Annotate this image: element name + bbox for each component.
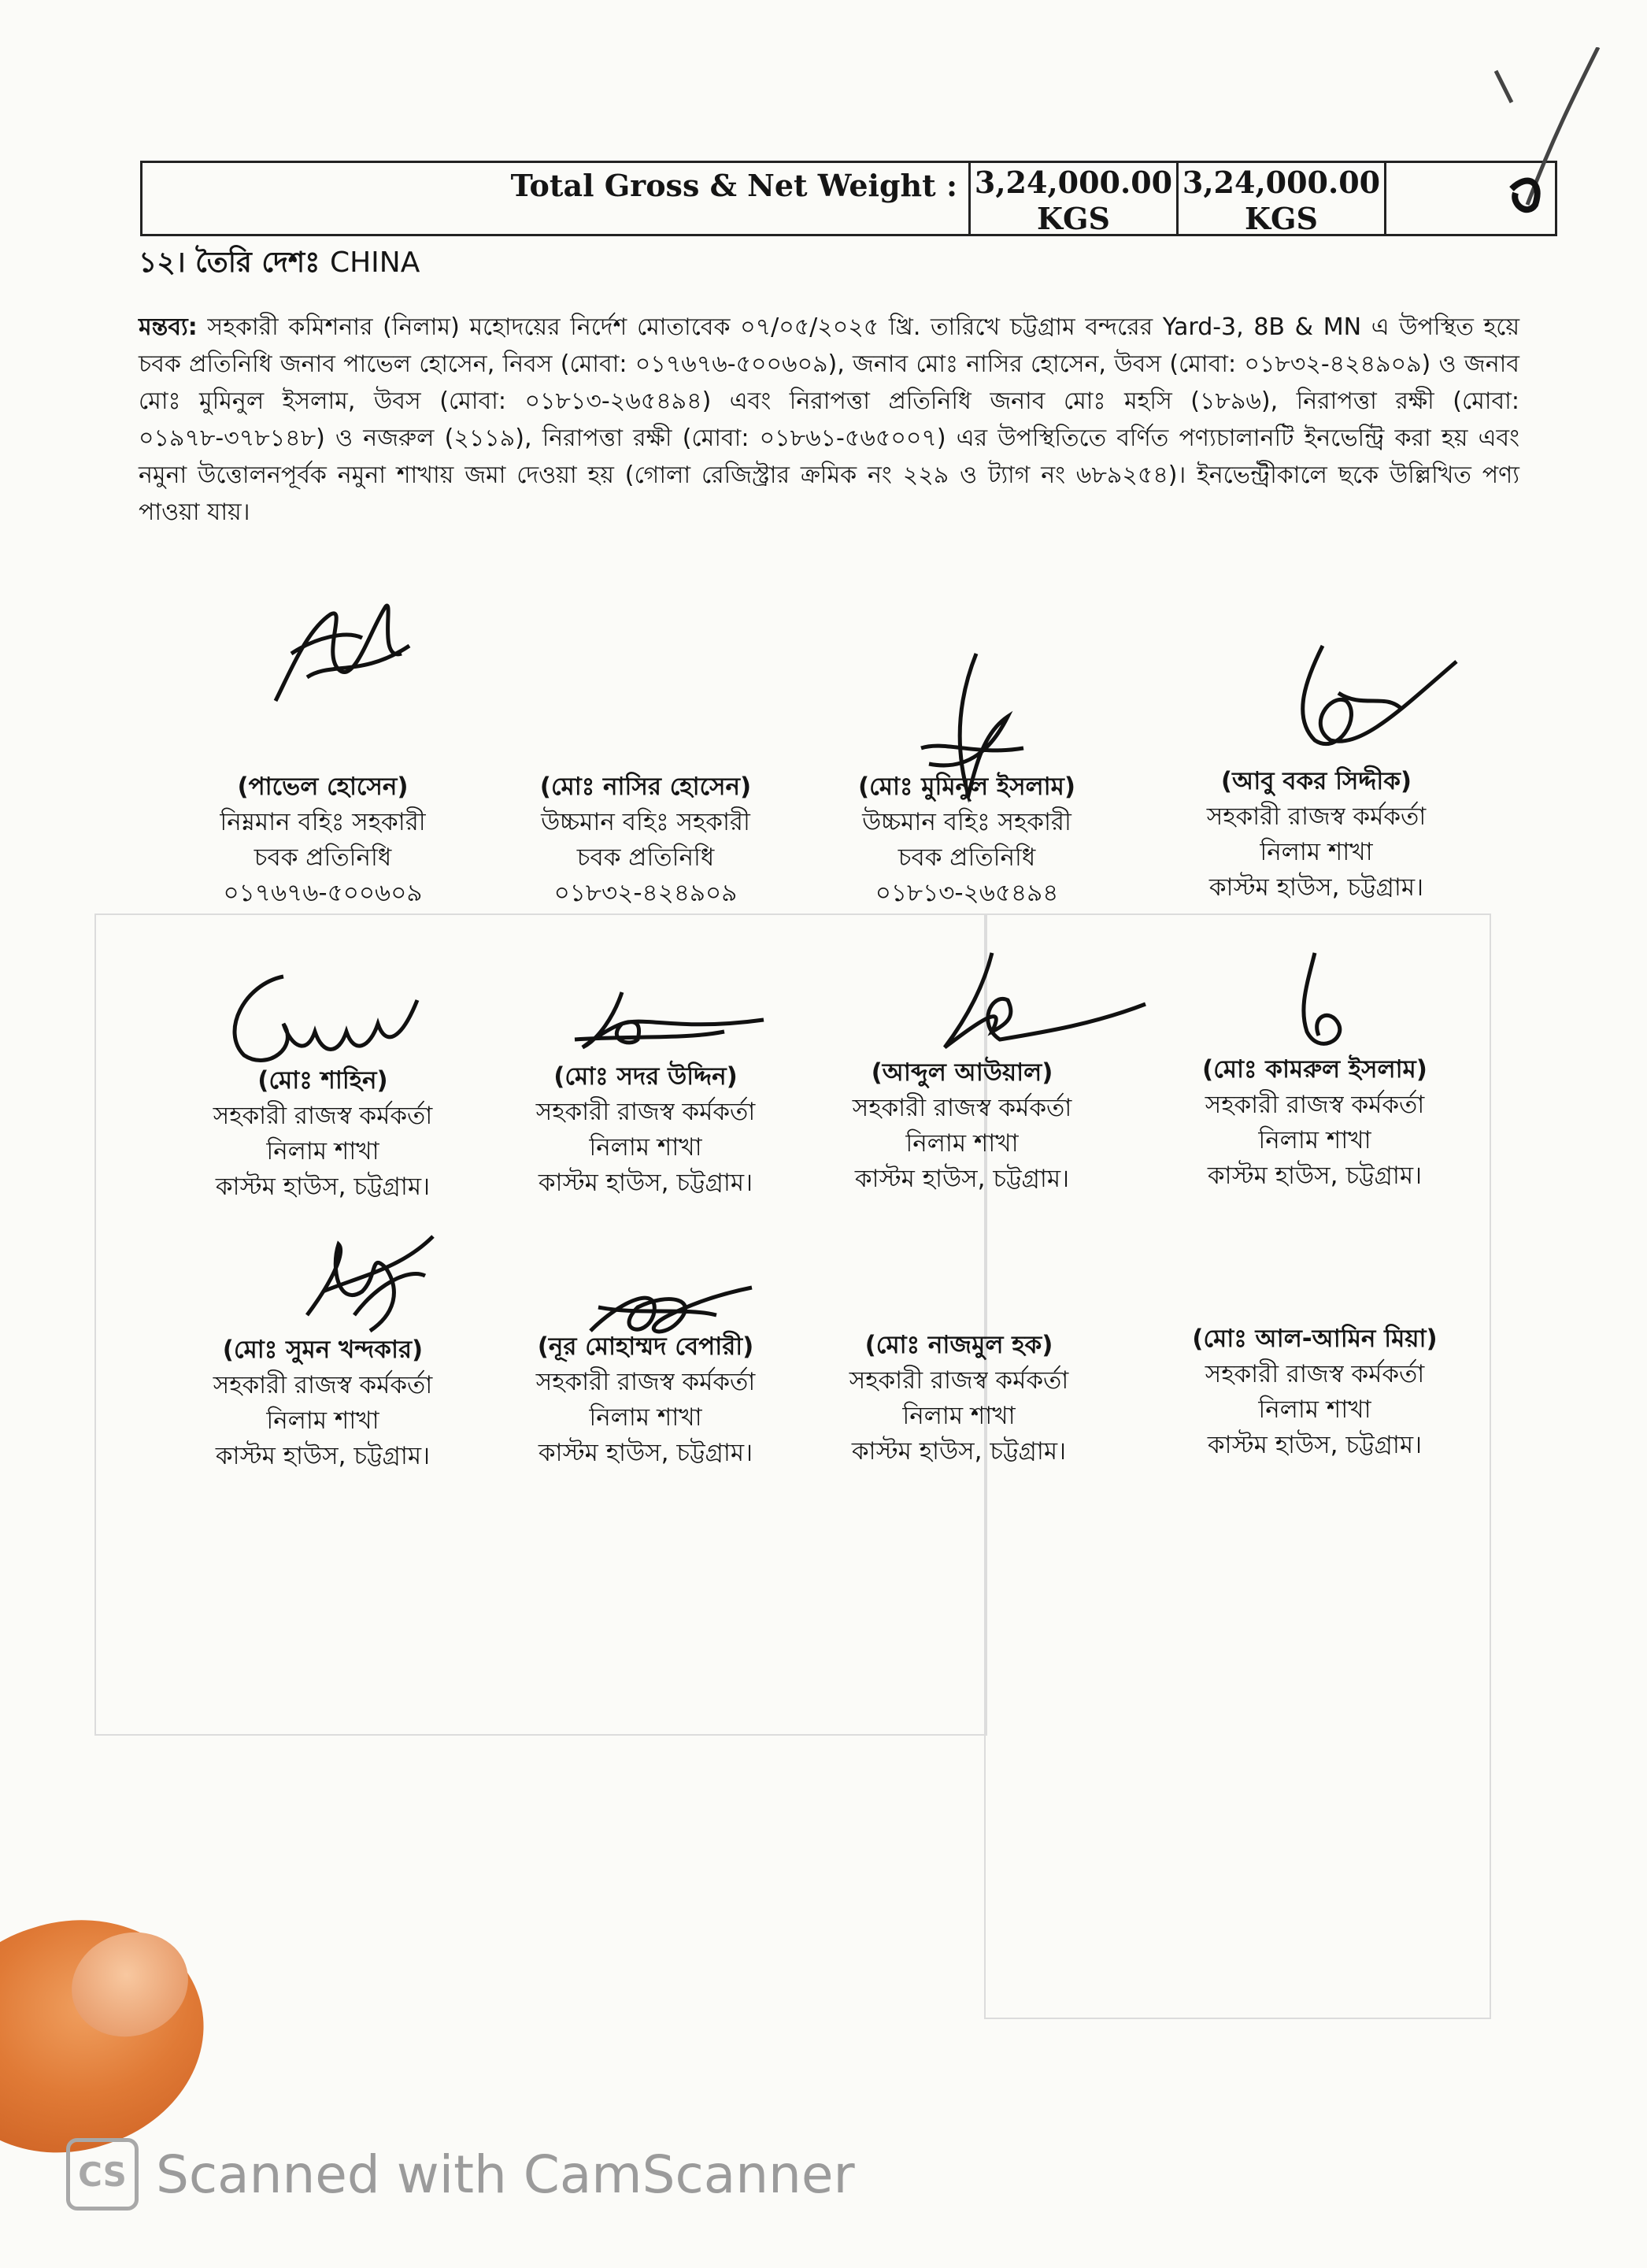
signatory-block bbox=[480, 1329, 811, 1471]
signatory-office: নিলাম শাখা bbox=[905, 1129, 1019, 1158]
gross-weight-cell bbox=[971, 163, 1179, 234]
signatory-office: নিলাম শাখা bbox=[589, 1403, 702, 1432]
signatory-name: (পাভেল হোসেন) bbox=[237, 773, 409, 801]
signatory-block bbox=[1149, 1321, 1480, 1463]
signatory-designation: সহকারী রাজস্ব কর্মকর্তা bbox=[213, 1371, 433, 1399]
net-weight-cell bbox=[1179, 163, 1386, 234]
signatory-name: (মোঃ সদর উদ্দিন) bbox=[553, 1062, 738, 1091]
signatory-office: নিলাম শাখা bbox=[1260, 838, 1373, 866]
signatory-block bbox=[1149, 1052, 1480, 1194]
signatory-designation: সহকারী রাজস্ব কর্মকর্তা bbox=[535, 1368, 756, 1396]
remarks-text: সহকারী কমিশনার (নিলাম) মহোদয়ের নির্দেশ মোতাবেক ০৭/০৫/২০২৫ খ্রি. তারিখে চট্টগ্রাম বন্দরের Yard-3, 8B & MN এ উপস্থিত হয়ে চবক প্রতিনিধি জনাব পাভেল হোসেন, নিবস (মোবা: ০১৭৬৭৬-৫০০৬০৯), জনাব মোঃ নাসির হোসেন, উবস (মোবা: ০১৮৩২-৪২৪৯০৯) ও জনাব মোঃ মুমিনুল ইসলাম, উবস (মোবা: ০১৮১৩-২৬৫৪৯৪) এবং নিরাপত্তা প্রতিনিধি জনাব মোঃ মহসি (১৮৯৬), নিরাপত্তা রক্ষী (মোবা: ০১৯৭৮-৩৭৮১৪৮) ও নজরুল (২১১৯), নিরাপত্তা রক্ষী (মোবা: ০১৮৬১-৫৬৫০০৭) এর উপস্থিতিতে বর্ণিত পণ্যচালানটি ইনভেন্ট্রি করা হয় এবং নমুনা উত্তোলনপূর্বক নমুনা শাখায় জমা দেওয়া হয় (গোলা রেজিস্ট্রার ক্রমিক নং ২২৯ ও ট্যাগ নং ৬৮৯২৫৪)। ইনভেন্ট্রীকালে ছকে উল্লিখিত পণ্য পাওয়া যায়। bbox=[139, 313, 1519, 526]
signatory-name: (আবু বকর সিদ্দীক) bbox=[1220, 767, 1412, 795]
signatory-contact: ০১৭৬৭৬-৫০০৬০৯ bbox=[223, 879, 423, 907]
signatory-office: নিলাম শাখা bbox=[1258, 1126, 1371, 1154]
remarks-label: মন্তব্য: bbox=[139, 313, 198, 341]
signatory-office: নিলাম শাখা bbox=[266, 1137, 379, 1166]
signatory-designation: সহকারী রাজস্ব কর্মকর্তা bbox=[535, 1098, 756, 1126]
signatory-block bbox=[801, 769, 1132, 911]
watermark-text: Scanned with CamScanner bbox=[156, 2144, 855, 2205]
signatory-contact: ০১৮১৩-২৬৫৪৯৪ bbox=[875, 879, 1059, 907]
signatory-designation: সহকারী রাজস্ব কর্মকর্তা bbox=[1206, 802, 1427, 831]
signature-pavel bbox=[260, 583, 425, 724]
signatory-designation: সহকারী রাজস্ব কর্মকর্তা bbox=[1205, 1360, 1425, 1388]
signatory-contact: কাস্টম হাউস, চট্টগ্রাম। bbox=[538, 1439, 753, 1467]
signature-kamrul bbox=[1275, 945, 1370, 1063]
signatory-contact: কাস্টম হাউস, চট্টগ্রাম। bbox=[215, 1442, 431, 1470]
country-of-origin bbox=[139, 241, 420, 288]
signatory-name: (নূর মোহাম্মদ বেপারী) bbox=[537, 1332, 754, 1361]
signature-sadar-uddin bbox=[567, 976, 772, 1063]
signatory-office: নিলাম শাখা bbox=[902, 1402, 1016, 1430]
gross-weight-value: 3,24,000.00 bbox=[974, 165, 1173, 200]
signatory-name: (মোঃ মুমিনুল ইসলাম) bbox=[857, 773, 1076, 801]
signatory-name: (মোঃ নাসির হোসেন) bbox=[539, 773, 752, 801]
camscanner-logo-icon: CS bbox=[66, 2138, 139, 2211]
signatory-name: (মোঃ নাজমুল হক) bbox=[864, 1331, 1053, 1359]
signatory-block bbox=[794, 1328, 1124, 1469]
signature-abdul-awal bbox=[929, 945, 1149, 1055]
signatory-name: (আব্দুল আউয়াল) bbox=[871, 1058, 1053, 1087]
signatory-designation: উচ্চমান বহিঃ সহকারী bbox=[541, 808, 750, 836]
signatory-office: নিলাম শাখা bbox=[589, 1133, 702, 1162]
gross-weight-unit: KGS bbox=[1037, 201, 1110, 236]
signature-abu-bakar bbox=[1260, 630, 1464, 764]
signatory-designation: সহকারী রাজস্ব কর্মকর্তা bbox=[852, 1094, 1072, 1122]
signatory-block bbox=[480, 1059, 811, 1201]
signatory-designation: সহকারী রাজস্ব কর্মকর্তা bbox=[1205, 1091, 1425, 1119]
signatory-name: (মোঃ সুমন খন্দকার) bbox=[222, 1336, 424, 1364]
staple-mark bbox=[1480, 47, 1638, 220]
signatory-designation: সহকারী রাজস্ব কর্মকর্তা bbox=[849, 1366, 1069, 1395]
net-weight-value: 3,24,000.00 bbox=[1182, 165, 1381, 200]
origin-label: ১২। তৈরি দেশঃ bbox=[139, 246, 320, 279]
signatory-office: চবক প্রতিনিধি bbox=[576, 843, 715, 872]
total-weight-label: Total Gross & Net Weight : bbox=[142, 163, 971, 234]
signatory-designation: উচ্চমান বহিঃ সহকারী bbox=[862, 808, 1071, 836]
signatory-block bbox=[480, 769, 811, 911]
signatory-contact: ০১৮৩২-৪২৪৯০৯ bbox=[553, 879, 738, 907]
signatory-name: (মোঃ আল-আমিন মিয়া) bbox=[1192, 1325, 1438, 1353]
signatory-contact: কাস্টম হাউস, চট্টগ্রাম। bbox=[854, 1165, 1070, 1193]
signatory-name: (মোঃ শাহিন) bbox=[257, 1066, 388, 1095]
signatory-name: (মোঃ কামরুল ইসলাম) bbox=[1202, 1055, 1427, 1084]
signatory-contact: কাস্টম হাউস, চট্টগ্রাম। bbox=[1207, 1431, 1423, 1459]
signatory-block bbox=[797, 1055, 1127, 1197]
signatory-contact: কাস্টম হাউস, চট্টগ্রাম। bbox=[1208, 873, 1424, 902]
signatory-office: চবক প্রতিনিধি bbox=[254, 843, 392, 872]
signatory-block bbox=[157, 769, 488, 911]
signatory-office: চবক প্রতিনিধি bbox=[898, 843, 1036, 872]
signatory-office: নিলাম শাখা bbox=[266, 1406, 379, 1435]
signatory-contact: কাস্টম হাউস, চট্টগ্রাম। bbox=[851, 1437, 1067, 1466]
signatory-block bbox=[157, 1332, 488, 1474]
signatory-contact: কাস্টম হাউস, চট্টগ্রাম। bbox=[215, 1173, 431, 1201]
total-weight-table bbox=[140, 161, 1557, 236]
signatory-block bbox=[157, 1063, 488, 1205]
signatory-office: নিলাম শাখা bbox=[1258, 1395, 1371, 1424]
origin-country: CHINA bbox=[329, 246, 420, 279]
signatory-designation: সহকারী রাজস্ব কর্মকর্তা bbox=[213, 1102, 433, 1130]
signatory-contact: কাস্টম হাউস, চট্টগ্রাম। bbox=[538, 1169, 753, 1197]
signatory-designation: নিম্নমান বহিঃ সহকারী bbox=[220, 808, 426, 836]
remarks-paragraph bbox=[139, 309, 1519, 531]
signatory-contact: কাস্টম হাউস, চট্টগ্রাম। bbox=[1207, 1162, 1423, 1190]
signature-shahin bbox=[213, 961, 433, 1079]
scanner-watermark bbox=[66, 2138, 855, 2211]
net-weight-unit: KGS bbox=[1245, 201, 1318, 236]
signatory-block bbox=[1151, 764, 1482, 906]
